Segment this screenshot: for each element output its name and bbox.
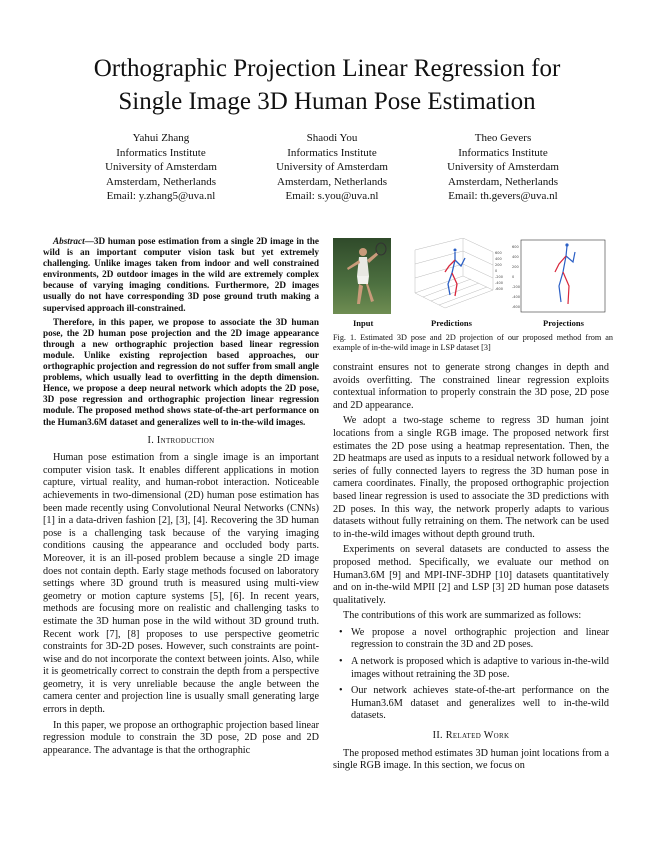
tick-label: -600	[495, 287, 503, 291]
right-column	[333, 362, 609, 773]
section-heading-related-work: II. Related Work	[432, 730, 510, 742]
left-column	[43, 236, 319, 757]
author-email: Email: y.zhang5@uva.nl	[106, 190, 216, 203]
abstract-paragraph-2: Therefore, in this paper, we propose to associate the 3D human pose, the 2D human pose projection and the 2D image appearance through a new orthographic projection based linear regression module. Unlike existing reprojection based approaches, our orthographic projection and regression do not suffer from small angle problems, which usually lead to overfitting in the depth dimension. Hence, we propose a deep neural network which adopts the 2D pose, 3D pose regression and orthographic projection linear regression module. The proposed method shows state-of-the-art performance on the Human3.6M dataset and generalizes well to in-the-wild images.	[43, 316, 319, 427]
tick-label: -200	[512, 285, 520, 289]
author-location: Amsterdam, Netherlands	[106, 175, 216, 188]
author-institute: Informatics Institute	[458, 146, 548, 159]
abstract	[43, 236, 319, 428]
intro-paragraph-1: Human pose estimation from a single image is an important computer vision task. It enables different applications in motion capture, virtual reality, and human-robot interaction. Noticeable achievements in two-dimensional (2D) human pose estimation has been made recently using Convolutional Neural Networks (CNNs) [1] in a data-driven fashion [2], [3], [4]. Recovering the 3D human pose is a challenging task because of the varying imaging conditions causing the appearance and occluded body parts. Moreover, it is an ill-posed problem because a single 2D image does not contain depth. Early stage methods focused on laboratory settings where 3D ground truth is measured using multi-view geometry or motion capture systems [5], [6]. In recent years, methods are focusing more on realistic and challenging tasks to estimate the 3D human pose in the wild without 3D ground truth. Recent work [7], [8] proposes to use perspective geometric constraints for 3D-2D poses. However, such constraints are point-wise and do not incorporate the context between joints. Also, while it is geometrically correct to constrain the depth from a perspective geometry, it is very unreliable because the angle between the camera center and projection line is usually small generating large errors in depth.	[43, 452, 319, 716]
author-university: University of Amsterdam	[105, 161, 217, 174]
figure-label-projections: Projections	[543, 318, 584, 328]
projection-2d-plot	[511, 238, 611, 314]
author-block-1	[61, 131, 261, 204]
abstract-label: Abstract	[53, 236, 85, 246]
list-item: • We propose a novel orthographic projection and linear regression to constrain the 3D and 2D poses.	[339, 627, 609, 652]
tick-label: -200	[495, 275, 503, 279]
title-line-1: Orthographic Projection Linear Regression for	[93, 55, 561, 82]
right-paragraph-4: The contributions of this work are summarized as follows:	[343, 610, 582, 622]
tick-label: 400	[495, 257, 502, 261]
tick-label: 600	[495, 251, 502, 255]
section-heading-introduction: I. Introduction	[147, 434, 215, 446]
input-image	[333, 238, 391, 314]
contribution-list	[339, 627, 609, 723]
related-paragraph-1: The proposed method estimates 3D human joint locations from a single RGB image. In this section, we focus on	[333, 747, 609, 772]
author-email: Email: th.gevers@uva.nl	[448, 190, 558, 203]
tick-label: -400	[512, 295, 520, 299]
intro-paragraph-2: In this paper, we propose an orthographic projection based linear regression module to constrain the 3D pose, 2D pose and 2D appearance. The advantage is that the orthographic	[43, 719, 319, 756]
author-university: University of Amsterdam	[276, 161, 388, 174]
author-name: Shaodi You	[306, 132, 358, 144]
paper-title	[40, 52, 614, 118]
title-line-2: Single Image 3D Human Pose Estimation	[118, 88, 536, 115]
author-institute: Informatics Institute	[116, 146, 206, 159]
author-block-3	[403, 131, 603, 204]
tick-label: 200	[512, 265, 519, 269]
right-paragraph-3: Experiments on several datasets are conducted to assess the proposed method. Specifically, we evaluate our method on Human3.6M [9] and MPI-INF-3DHP [10] datasets quantitatively and on in-the-wild MPII [2] and LSP [3] 2D human pose datasets qualitatively.	[333, 544, 609, 606]
tick-label: -600	[512, 305, 520, 309]
author-location: Amsterdam, Netherlands	[448, 175, 558, 188]
author-email: Email: s.you@uva.nl	[285, 190, 379, 203]
author-name: Yahui Zhang	[132, 132, 190, 144]
author-location: Amsterdam, Netherlands	[277, 175, 387, 188]
abstract-paragraph-1: —3D human pose estimation from a single 2D image in the wild is an important computer vision task but yet extremely challenging. Unlike images taken from indoor and well constrained environments, 2D outdoor images in the wild are extremely complex because of varying imaging conditions. Furthermore, 2D images usually do not have corresponding 3D pose ground truth making a supervised approach ill-constrained.	[43, 236, 319, 313]
right-paragraph-2: We adopt a two-stage scheme to regress 3D human joint locations from a single RGB image. The proposed network first estimates the 2D pose using a heatmap representation. Then, the 2D heatmaps are used as inputs to a residual network followed by a series of fully connected layers to regress the 3D human pose in camera coordinates. Finally, the proposed orthographic projection based linear regression is used to associate the 3D predictions with 2D poses. In this way, the network properly adapts to various datasets without fully retraining on them. The network can be used to in-the-wild images without depth ground truth.	[333, 415, 609, 540]
author-block-2	[232, 131, 432, 204]
author-university: University of Amsterdam	[447, 161, 559, 174]
figure-caption: Fig. 1. Estimated 3D pose and 2D projection of our proposed method from an example of in-the-wild image in LSP dataset [3]	[333, 333, 613, 352]
right-paragraph-1: constraint ensures not to generate strong changes in depth and avoids overfitting. The constrained linear regression exploits contextual information to properly constrain the 3D pose, 2D pose and 2D appearance.	[333, 362, 609, 411]
list-item: • A network is proposed which is adaptive to various in-the-wild images without retraining the 3D pose.	[339, 656, 609, 681]
figure-label-predictions: Predictions	[431, 318, 472, 328]
tick-label: 600	[512, 245, 519, 249]
tick-label: 0	[495, 269, 498, 273]
figure-label-input: Input	[353, 318, 374, 328]
author-institute: Informatics Institute	[287, 146, 377, 159]
tick-label: -400	[495, 281, 503, 285]
tick-label: 400	[512, 255, 519, 259]
list-item: • Our network achieves state-of-the-art performance on the Human3.6M dataset and generalizes well to in-the-wild datasets.	[339, 685, 609, 723]
prediction-3d-plot	[405, 238, 505, 314]
author-name: Theo Gevers	[474, 132, 532, 144]
tick-label: 0	[512, 275, 515, 279]
tick-label: 200	[495, 263, 502, 267]
